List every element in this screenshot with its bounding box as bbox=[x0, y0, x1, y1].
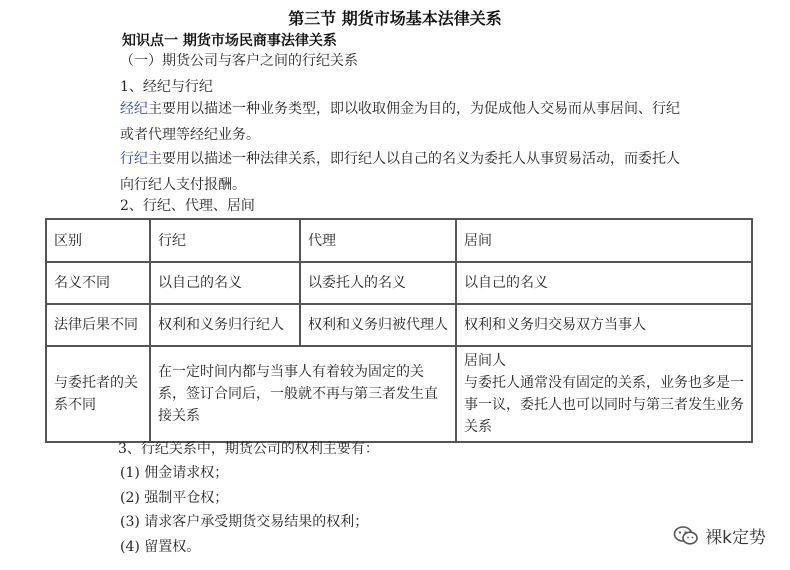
table-cell: 权利和义务归行纪人 bbox=[150, 304, 300, 346]
section-heading: （一）期货公司与客户之间的行纪关系 bbox=[120, 53, 358, 69]
rights-list-item: (1) 佣金请求权； bbox=[120, 465, 229, 481]
broker-text-2: 或者代理等经纪业务。 bbox=[120, 127, 260, 143]
table-header-cell: 行纪 bbox=[150, 219, 300, 262]
table-cell: 以自己的名义 bbox=[456, 262, 752, 304]
table-row bbox=[46, 346, 752, 442]
intermediary-text: 与委托人通常没有固定的关系，业务也多是一事一议，委托人也可以同时与第三者发生业务关系 bbox=[464, 375, 744, 435]
wechat-icon bbox=[673, 525, 699, 547]
table-header-cell: 代理 bbox=[300, 219, 456, 262]
table-cell: 以自己的名义 bbox=[150, 262, 300, 304]
table-header-cell: 居间 bbox=[456, 219, 752, 262]
intermediary-title: 居间人 bbox=[464, 353, 506, 369]
table-row bbox=[46, 262, 752, 304]
table-header-row bbox=[46, 219, 752, 262]
table-cell: 以委托人的名义 bbox=[300, 262, 456, 304]
term-commission: 行纪 bbox=[120, 151, 148, 167]
table-cell: 权利和义务归被代理人 bbox=[300, 304, 456, 346]
watermark bbox=[673, 523, 766, 548]
comparison-table bbox=[45, 218, 753, 443]
commission-paragraph bbox=[120, 146, 680, 198]
table-cell: 权利和义务归交易双方当事人 bbox=[456, 304, 752, 346]
table-header-cell: 区别 bbox=[46, 219, 150, 262]
item-heading-3: 3、行纪关系中，期货公司的权利主要有： bbox=[118, 441, 379, 457]
table-merged-cell: 在一定时间内都与当事人有着较为固定的关系，签订合同后，一般就不再与第三者发生直接关系 bbox=[150, 346, 456, 442]
table-cell: 名义不同 bbox=[46, 262, 150, 304]
table-cell: 与委托者的关系不同 bbox=[46, 346, 150, 442]
item-heading-1: 1、经纪与行纪 bbox=[120, 79, 213, 95]
rights-list-item: (3) 请求客户承受期货交易结果的权利； bbox=[120, 514, 369, 530]
table-cell: 法律后果不同 bbox=[46, 304, 150, 346]
broker-text-1: 主要用以描述一种业务类型，即以收取佣金为目的，为促成他人交易而从事居间、行纪 bbox=[148, 101, 680, 117]
page-title: 第三节 期货市场基本法律关系 bbox=[288, 9, 502, 28]
watermark-text: 裸k定势 bbox=[705, 528, 766, 548]
term-broker: 经纪 bbox=[120, 101, 148, 117]
broker-paragraph bbox=[120, 96, 680, 148]
table-row bbox=[46, 304, 752, 346]
rights-list-item: (2) 强制平仓权； bbox=[120, 490, 229, 506]
commission-text-2: 向行纪人支付报酬。 bbox=[120, 177, 246, 193]
table-cell-intermediary bbox=[456, 346, 752, 442]
commission-text-1: 主要用以描述一种法律关系，即行纪人以自己的名义为委托人从事贸易活动，而委托人 bbox=[148, 151, 680, 167]
item-heading-2: 2、行纪、代理、居间 bbox=[120, 198, 255, 214]
rights-list-item: (4) 留置权。 bbox=[120, 539, 201, 555]
knowledge-point-heading: 知识点一 期货市场民商事法律关系 bbox=[122, 33, 337, 49]
